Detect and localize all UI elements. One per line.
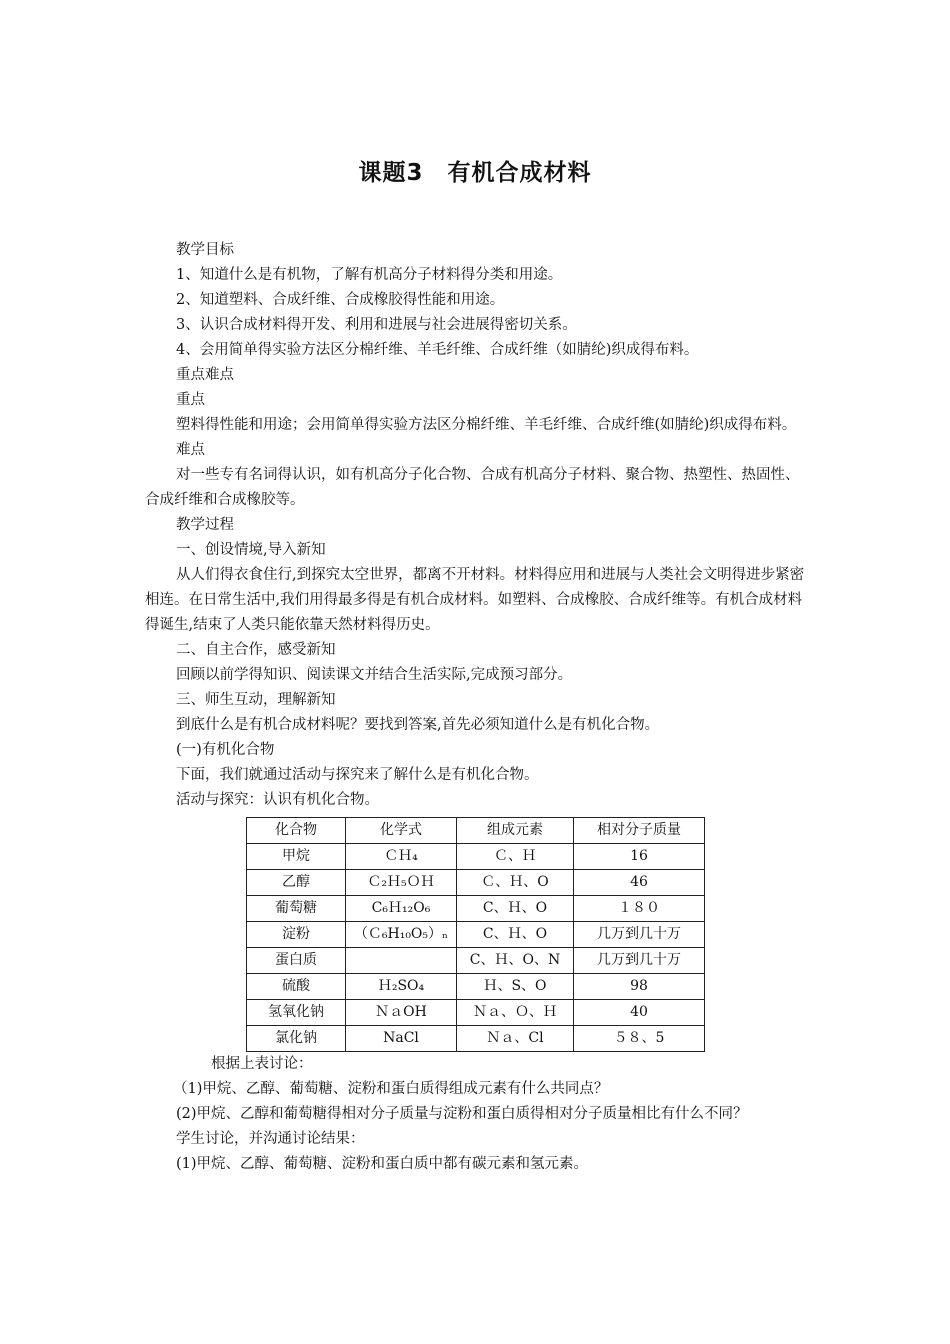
table-cell: 几万到几十万 — [574, 948, 705, 974]
heading-objectives: 教学目标 — [176, 242, 234, 258]
table-cell: 几万到几十万 — [574, 922, 705, 948]
table-cell: 硫酸 — [247, 974, 346, 1000]
table-cell: 氯化钠 — [247, 1026, 346, 1052]
table-row — [247, 948, 705, 974]
document-title: 课题3 有机合成材料 — [358, 160, 592, 186]
table-cell: １８０ — [574, 896, 705, 922]
heading-difficulty: 难点 — [176, 442, 205, 458]
table-cell: 46 — [574, 870, 705, 896]
activity-intro: 下面，我们就通过活动与探究来了解什么是有机化合物。 — [176, 767, 539, 783]
table-cell: 氢氧化钠 — [247, 1000, 346, 1026]
table-cell: Ｎａ、Ｏ、Ｈ — [457, 1000, 574, 1026]
table-cell: C、Ｈ、O — [457, 922, 574, 948]
table-cell: C₆Ｈ₁₂O₆ — [346, 896, 457, 922]
table-row — [247, 922, 705, 948]
table-cell: ＣＨ₄ — [346, 844, 457, 870]
subsection-organic-compounds: (一)有机化合物 — [176, 742, 275, 758]
objective-3: 3、认识合成材料得开发、利用和进展与社会进展得密切关系。 — [176, 317, 577, 333]
focus-paragraph: 塑料得性能和用途；会用简单得实验方法区分棉纤维、羊毛纤维、合成纤维(如腈纶)织成得布料。 — [176, 417, 797, 433]
table-row — [247, 844, 705, 870]
heading-focus: 重点 — [176, 392, 205, 408]
table-header-cell: 组成元素 — [457, 818, 574, 844]
objective-1: 1、知道什么是有机物，了解有机高分子材料得分类和用途。 — [176, 267, 563, 283]
answer-1: (1)甲烷、乙醇、葡萄糖、淀粉和蛋白质中都有碳元素和氢元素。 — [176, 1156, 589, 1172]
table-cell — [346, 948, 457, 974]
table-row — [247, 1000, 705, 1026]
table-cell: 16 — [574, 844, 705, 870]
difficulty-paragraph: 对一些专有名词得认识，如有机高分子化合物、合成有机高分子材料、聚合物、热塑性、热固性、合成纤维和合成橡胶等。 — [145, 467, 800, 508]
table-cell: （Ｃ₆H₁₀O₅）ₙ — [346, 922, 457, 948]
table-header-row — [247, 818, 705, 844]
table-header-cell: 相对分子质量 — [574, 818, 705, 844]
document-body — [145, 238, 805, 1177]
table-row — [247, 896, 705, 922]
table-cell: Ｃ、Ｈ — [457, 844, 574, 870]
heading-key-points: 重点难点 — [176, 367, 234, 383]
table-cell: 乙醇 — [247, 870, 346, 896]
table-cell: Ｃ₂Ｈ₅ＯＨ — [346, 870, 457, 896]
table-cell: 葡萄糖 — [247, 896, 346, 922]
section-2-paragraph: 回顾以前学得知识、阅读课文并结合生活实际,完成预习部分。 — [176, 667, 573, 683]
table-cell: 淀粉 — [247, 922, 346, 948]
heading-process: 教学过程 — [176, 517, 234, 533]
discussion-prompt: 根据上表讨论： — [211, 1056, 313, 1072]
table-cell: Ｎａ、Cl — [457, 1026, 574, 1052]
section-1-heading: 一、创设情境,导入新知 — [176, 542, 326, 558]
objective-2: 2、知道塑料、合成纤维、合成橡胶得性能和用途。 — [176, 292, 505, 308]
table-row — [247, 1026, 705, 1052]
section-3-heading: 三、师生互动，理解新知 — [176, 692, 336, 708]
section-2-heading: 二、自主合作，感受新知 — [176, 642, 336, 658]
table-cell: 40 — [574, 1000, 705, 1026]
student-discussion: 学生讨论，并沟通讨论结果： — [176, 1131, 365, 1147]
table-cell: 甲烷 — [247, 844, 346, 870]
table-cell: Ｈ₂SO₄ — [346, 974, 457, 1000]
objective-4: 4、会用简单得实验方法区分棉纤维、羊毛纤维、合成纤维（如腈纶)织成得布料。 — [176, 342, 699, 358]
table-cell: 98 — [574, 974, 705, 1000]
table-cell: ＮａOH — [346, 1000, 457, 1026]
table-cell: NaCl — [346, 1026, 457, 1052]
table-row — [247, 870, 705, 896]
table-header-cell: 化学式 — [346, 818, 457, 844]
table-cell: ５８、5 — [574, 1026, 705, 1052]
compounds-table — [246, 817, 705, 1052]
activity-title: 活动与探究：认识有机化合物。 — [176, 792, 379, 808]
section-1-paragraph: 从人们得衣食住行,到探究太空世界，都离不开材料。材料得应用和进展与人类社会文明得进步紧密相连。在日常生活中,我们用得最多得是有机合成材料。如塑料、合成橡胶、合成纤维等。有机合成材料得诞生,结束了人类只能依靠天然材料得历史。 — [145, 567, 805, 633]
table-row — [247, 974, 705, 1000]
table-cell: C、Ｈ、O — [457, 896, 574, 922]
table-cell: Ｃ、Ｈ、O — [457, 870, 574, 896]
question-2: (2)甲烷、乙醇和葡萄糖得相对分子质量与淀粉和蛋白质得相对分子质量相比有什么不同？ — [176, 1106, 748, 1122]
table-cell: C、Ｈ、O、N — [457, 948, 574, 974]
question-1: （1)甲烷、乙醇、葡萄糖、淀粉和蛋白质得组成元素有什么共同点？ — [173, 1081, 609, 1097]
table-cell: 蛋白质 — [247, 948, 346, 974]
section-3-paragraph: 到底什么是有机合成材料呢？要找到答案,首先必须知道什么是有机化合物。 — [176, 717, 660, 733]
table-header-cell: 化合物 — [247, 818, 346, 844]
table-cell: Ｈ、S、O — [457, 974, 574, 1000]
